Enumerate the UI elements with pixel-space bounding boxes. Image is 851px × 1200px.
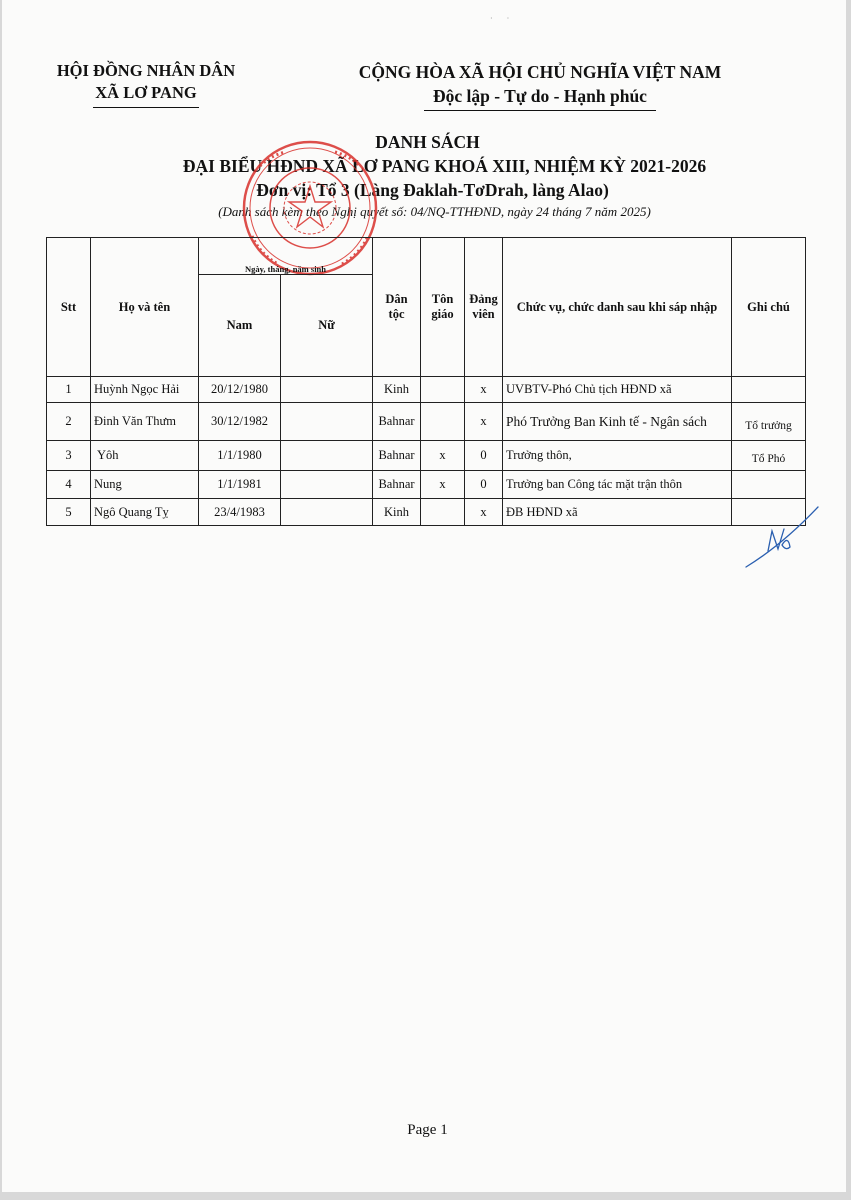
cell-female-dob bbox=[281, 499, 373, 526]
header-female: Nữ bbox=[281, 275, 373, 377]
title-line2: ĐẠI BIỂU HĐND XÃ LƠ PANG KHOÁ XIII, NHIỆM KỲ 2021-2026 bbox=[182, 156, 707, 176]
cell-male-dob: 20/12/1980 bbox=[199, 377, 281, 403]
cell-stt: 5 bbox=[47, 499, 91, 526]
cell-name: Ngô Quang Tỵ bbox=[91, 499, 199, 526]
cell-party: 0 bbox=[465, 471, 503, 499]
header-dob-group: Ngày, tháng, năm sinh bbox=[199, 238, 373, 275]
header-name: Họ và tên bbox=[91, 238, 199, 377]
cell-religion: x bbox=[421, 471, 465, 499]
motto-underline bbox=[424, 110, 656, 111]
cell-ethnicity: Bahnar bbox=[373, 441, 421, 471]
table-row bbox=[47, 403, 806, 441]
delegate-table bbox=[46, 237, 806, 526]
title-line4: (Danh sách kèm theo Nghị quyết số: 04/NQ-TTHĐND, ngày 24 tháng 7 năm 2025) bbox=[218, 204, 651, 219]
scan-marks: · · bbox=[490, 14, 516, 23]
cell-party: x bbox=[465, 377, 503, 403]
cell-position: Trưởng thôn, bbox=[503, 441, 732, 471]
header-stt: Stt bbox=[47, 238, 91, 377]
table-row bbox=[47, 377, 806, 403]
initials-signature bbox=[742, 505, 832, 575]
cell-stt: 4 bbox=[47, 471, 91, 499]
national-motto bbox=[320, 60, 760, 111]
cell-ethnicity: Bahnar bbox=[373, 471, 421, 499]
header-male: Nam bbox=[199, 275, 281, 377]
table-row bbox=[47, 499, 806, 526]
cell-ethnicity: Kinh bbox=[373, 499, 421, 526]
cell-party: x bbox=[465, 499, 503, 526]
header-ethnicity: Dân tộc bbox=[373, 238, 421, 377]
cell-note bbox=[732, 471, 806, 499]
issuing-body-line1: HỘI ĐỒNG NHÂN DÂN bbox=[56, 61, 236, 80]
cell-name: Đinh Văn Thưm bbox=[91, 403, 199, 441]
cell-male-dob: 30/12/1982 bbox=[199, 403, 281, 441]
title-line3: Đơn vị: Tổ 3 (Làng Đaklah-TơDrah, làng Alao) bbox=[256, 180, 609, 200]
cell-male-dob: 1/1/1980 bbox=[199, 441, 281, 471]
cell-male-dob: 1/1/1981 bbox=[199, 471, 281, 499]
cell-religion bbox=[421, 403, 465, 441]
table-row bbox=[47, 471, 806, 499]
cell-female-dob bbox=[281, 441, 373, 471]
cell-name: Huỳnh Ngọc Hải bbox=[91, 377, 199, 403]
cell-position: Trưởng ban Công tác mặt trận thôn bbox=[503, 471, 732, 499]
cell-ethnicity: Kinh bbox=[373, 377, 421, 403]
cell-position: ĐB HĐND xã bbox=[503, 499, 732, 526]
motto: Độc lập - Tự do - Hạnh phúc bbox=[433, 86, 647, 106]
document-page bbox=[2, 0, 846, 1192]
cell-party: 0 bbox=[465, 441, 503, 471]
cell-note: Tổ Phó bbox=[732, 441, 806, 471]
cell-position: Phó Trưởng Ban Kinh tế - Ngân sách bbox=[503, 403, 732, 441]
document-title bbox=[2, 130, 851, 222]
header-party: Đảng viên bbox=[465, 238, 503, 377]
cell-stt: 2 bbox=[47, 403, 91, 441]
cell-religion bbox=[421, 377, 465, 403]
header-note: Ghi chú bbox=[732, 238, 806, 377]
issuing-body-underline bbox=[93, 107, 199, 108]
cell-ethnicity: Bahnar bbox=[373, 403, 421, 441]
cell-position: UVBTV-Phó Chủ tịch HĐND xã bbox=[503, 377, 732, 403]
cell-religion: x bbox=[421, 441, 465, 471]
issuing-body-line2: XÃ LƠ PANG bbox=[95, 83, 197, 102]
cell-note bbox=[732, 377, 806, 403]
cell-stt: 3 bbox=[47, 441, 91, 471]
national-name: CỘNG HÒA XÃ HỘI CHỦ NGHĨA VIỆT NAM bbox=[358, 62, 722, 82]
cell-stt: 1 bbox=[47, 377, 91, 403]
issuing-body bbox=[46, 60, 246, 108]
cell-female-dob bbox=[281, 377, 373, 403]
header-position: Chức vụ, chức danh sau khi sáp nhập bbox=[503, 238, 732, 377]
page-number: Page 1 bbox=[407, 1122, 448, 1138]
cell-party: x bbox=[465, 403, 503, 441]
table-row bbox=[47, 441, 806, 471]
cell-name: Yôh bbox=[91, 441, 199, 471]
cell-note: Tổ trưởng bbox=[732, 403, 806, 441]
cell-female-dob bbox=[281, 471, 373, 499]
cell-female-dob bbox=[281, 403, 373, 441]
cell-name: Nung bbox=[91, 471, 199, 499]
title-line1: DANH SÁCH bbox=[375, 132, 480, 152]
cell-male-dob: 23/4/1983 bbox=[199, 499, 281, 526]
header-religion: Tôn giáo bbox=[421, 238, 465, 377]
cell-religion bbox=[421, 499, 465, 526]
